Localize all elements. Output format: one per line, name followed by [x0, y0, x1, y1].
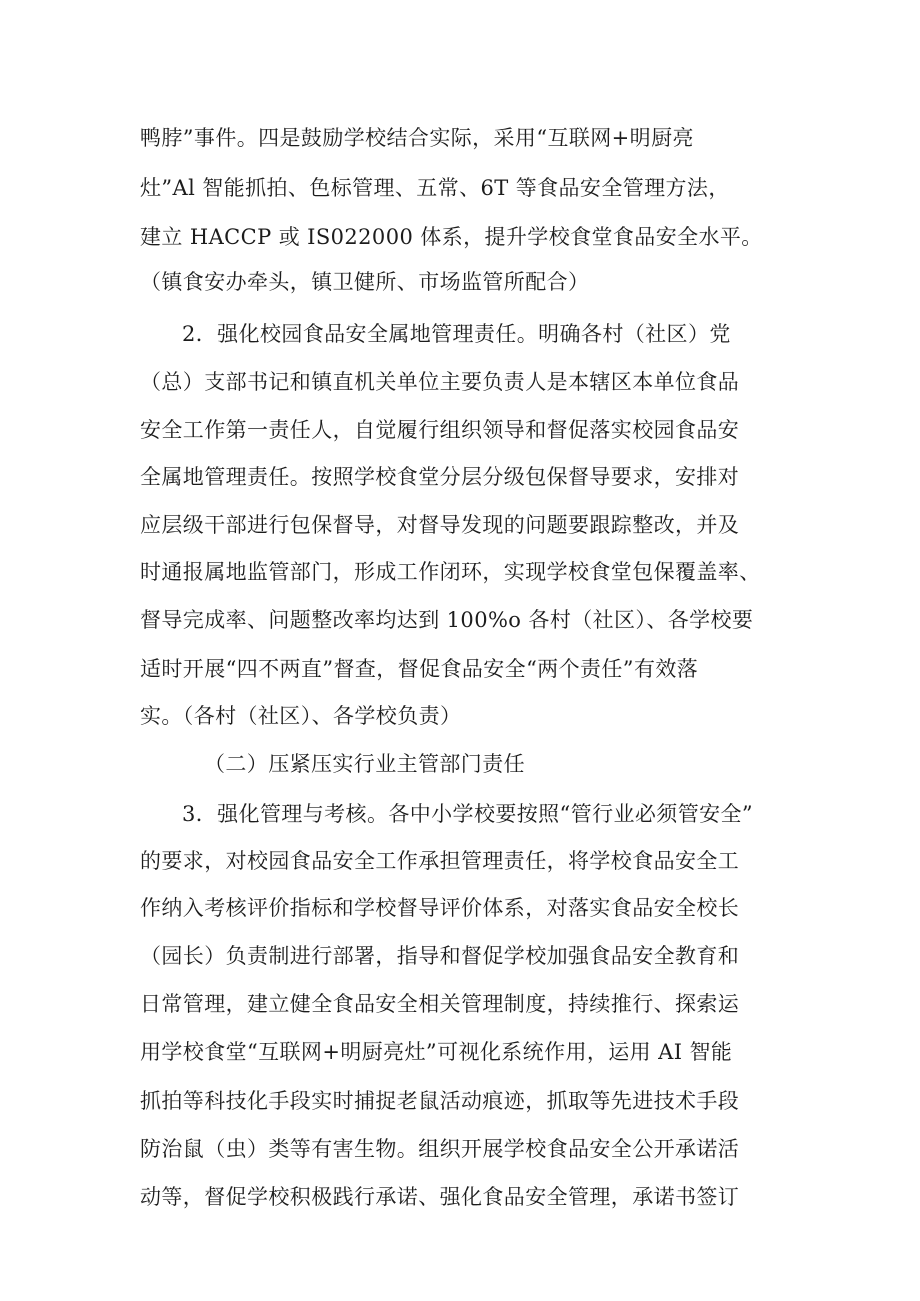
text-line: （总）支部书记和镇直机关单位主要负责人是本辖区本单位食品: [140, 370, 740, 394]
text-line: 灶”Al 智能抓拍、色标管理、五常、6T 等食品安全管理方法，: [140, 176, 730, 200]
text-line: 应层级干部进行包保督导，对督导发现的问题要跟踪整改，并及: [140, 513, 740, 537]
text-line: 2．强化校园食品安全属地管理责任。明确各村（社区）党: [182, 322, 731, 346]
text-line: 日常管理，建立健全食品安全相关管理制度，持续推行、探索运: [140, 992, 740, 1016]
text-line: 实。（各村（社区）、各学校负责）: [140, 704, 462, 728]
text-line: 安全工作第一责任人，自觉履行组织领导和督促落实校园食品安: [140, 418, 740, 442]
text-line: 动等，督促学校积极践行承诺、强化食品安全管理，承诺书签订: [140, 1185, 740, 1209]
text-line: 建立 HACCP 或 IS022000 体系，提升学校食堂食品安全水平。: [140, 225, 763, 249]
text-line: 鸭脖”事件。四是鼓励学校结合实际，采用“互联网+明厨亮: [140, 126, 694, 150]
text-line: 用学校食堂“互联网+明厨亮灶”可视化系统作用，运用 AI 智能: [140, 1040, 733, 1064]
text-line: （镇食安办牵头，镇卫健所、市场监管所配合）: [140, 270, 590, 294]
section-heading: （二）压紧压实行业主管部门责任: [204, 752, 525, 776]
text-line: 防治鼠（虫）类等有害生物。组织开展学校食品安全公开承诺活: [140, 1137, 740, 1161]
text-line: （园长）负责制进行部署，指导和督促学校加强食品安全教育和: [140, 944, 740, 968]
text-line: 时通报属地监管部门，形成工作闭环，实现学校食堂包保覆盖率、: [140, 560, 761, 584]
text-line: 3．强化管理与考核。各中小学校要按照“管行业必须管安全”: [182, 802, 754, 826]
text-line: 督导完成率、问题整改率均达到 100%o 各村（社区）、各学校要: [140, 608, 754, 632]
text-line: 作纳入考核评价指标和学校督导评价体系，对落实食品安全校长: [140, 896, 740, 920]
text-line: 适时开展“四不两直”督查，督促食品安全“两个责任”有效落: [140, 657, 699, 681]
text-line: 全属地管理责任。按照学校食堂分层分级包保督导要求，安排对: [140, 465, 740, 489]
text-line: 的要求，对校园食品安全工作承担管理责任，将学校食品安全工: [140, 849, 740, 873]
text-line: 抓拍等科技化手段实时捕捉老鼠活动痕迹，抓取等先进技术手段: [140, 1089, 740, 1113]
